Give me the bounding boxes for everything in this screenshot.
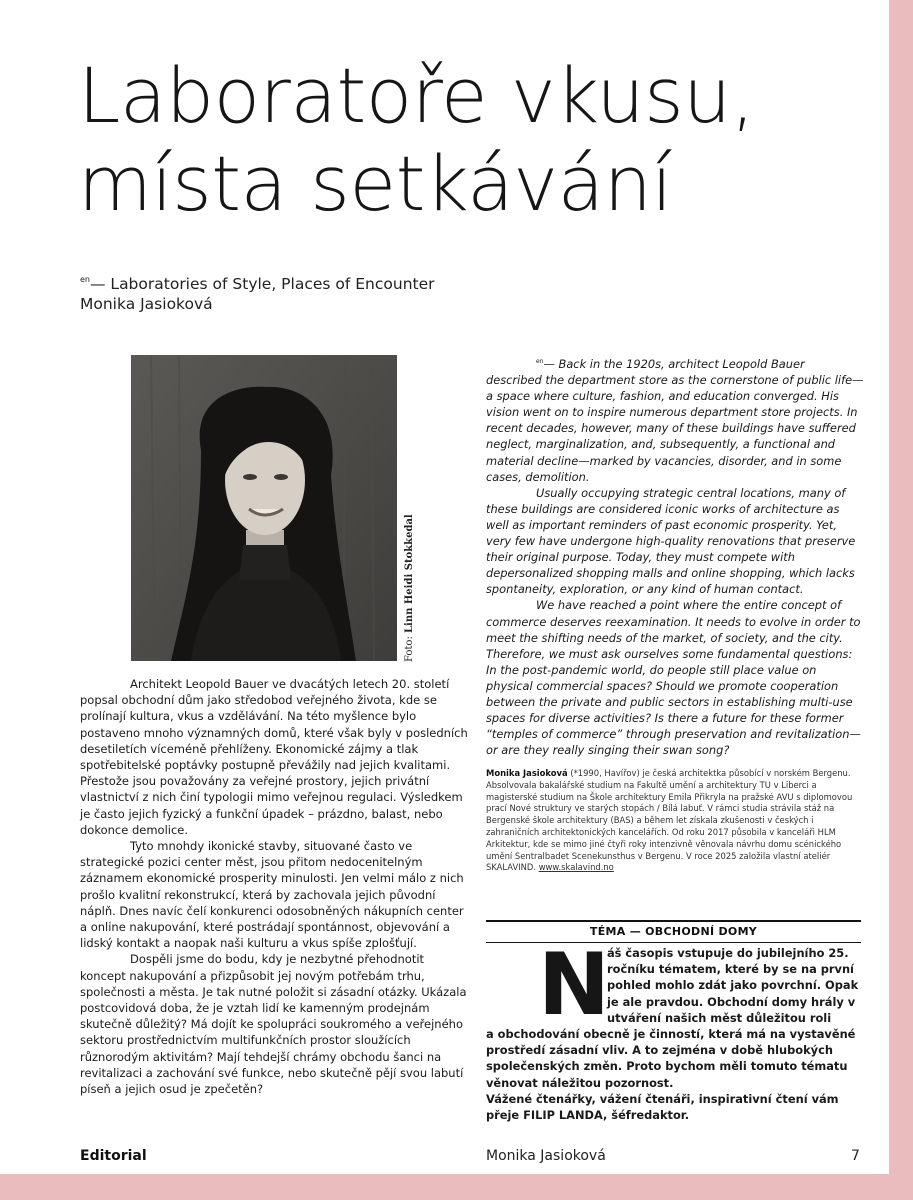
theme-rest: a obchodování obecně je činností, která má na vystavěné prostředí zásadní vliv. A to zejména v době hlubokých společenských změn. Proto bychom měli tomuto tématu věnovat náležitou pozornost. xyxy=(486,1027,856,1090)
czech-paragraph: Dospěli jsme do bodu, kdy je nezbytné přehodnotit koncept nakupování a přizpůsobit jej novým potřebám trhu, společnosti a města. Je tak nutné položit si zásadní otázky. Ukázala postcovidová doba, že je vztah lidí ke kamenným prodejnám skutečně důležitý? Má dojít ke spolupráci soukromého a veřejného sektoru prostřednictvím multifunkčních prostor sloužících různorodým aktivitám? Mají tehdejší chrámy obchodu šanci na revitalizaci a zachování své funkce, nebo skutečně pějí svou labutí píseň a jejich osud je zpečetěn? xyxy=(80,952,467,1097)
author-portrait-photo xyxy=(131,355,397,661)
english-paragraph: Usually occupying strategic central locations, many of these buildings are considered iconic works of architecture as well as important reminders of past economic prosperity. Yet, very few have undergone high-quality renovations that preserve their original purpose. Today, they must compete with depersonalized shopping malls and online shopping, which lacks spontaneity, exploration, or any kind of human contact. xyxy=(486,485,856,597)
theme-dropcap: N xyxy=(538,935,610,1035)
page-title xyxy=(78,52,755,228)
czech-editorial-text xyxy=(80,676,470,1097)
czech-paragraph: Tyto mnohdy ikonické stavby, situované často ve strategické pozici center měst, jsou přitom nedocenitelným záznamem ekonomické prosperity minulosti. Jen velmi málo z nich prošlo kvalitní rekonstrukcí, která by zachovala jejich původní náplň. Dnes navíc čelí konkurenci odosobněných nákupních center a online nakupování, které postrádají spontánnost, objevování a lidský kontakt a naopak naši kulturu a vkus spíše zplošťují. xyxy=(80,839,464,951)
title-line-2: místa setkávání xyxy=(78,139,673,228)
page-number: 7 xyxy=(851,1148,860,1164)
photo-credit: Foto: Linn Heidi Stokkedal xyxy=(404,514,415,662)
subtitle-lang-tag: en xyxy=(80,275,90,284)
theme-text xyxy=(486,935,864,1123)
author-byline: Monika Jasioková xyxy=(80,295,213,313)
english-paragraph: We have reached a point where the entire concept of commerce deserves reexamination. It needs to evolve in order to meet the shifting needs of the market, of society, and the city. Therefore, we must ask ourselves some fundamental questions: In the post-pandemic world, do people still place value on physical commercial spaces? Should we promote cooperation between the private and public sectors in establishing multi-use spaces for diverse activities? Is there a future for these former “temples of commerce” through preservation and revitalization—or are they really singing their swan song? xyxy=(486,598,861,758)
bio-website-link[interactable]: www.skalavind.no xyxy=(538,862,614,873)
czech-paragraph: Architekt Leopold Bauer ve dvacátých letech 20. století popsal obchodní dům jako středobod veřejného života, kde se prolínají kultura, vkus a vzdělávání. Na této myšlence bylo postaveno mnoho významných domů, které však byly v posledních desetiletích víceméně přehlíženy. Ekonomické zájmy a tlak spotřebitelské poptávky postupně převážily nad jejich kvalitami. Přestože jsou považovány za veřejné prostory, jejich privátní vlastnictví z nich činí typologii mimo veřejnou regulaci. Výsledkem je často jejich fyzický a funkční úpadek – prázdno, balast, nebo dokonce demolice. xyxy=(80,677,468,837)
theme-header-label: TÉMA — OBCHODNÍ DOMY xyxy=(589,925,758,938)
bio-name: Monika Jasioková xyxy=(486,768,568,778)
bio-text: (*1990, Havířov) je česká architektka působící v norském Bergenu. Absolvovala bakalářské studium na Fakultě umění a architektury TU v Liberci a magisterské studium na Škole architektury Emila Přikryla na pražské AVU s diplomovou prací Nové struktury ve starých stopách / Bílá labuť. V rámci studia strávila stáž na Bergenské škole architektury (BAS) a během let získala zkušenosti v českých i zahraničních architektonických kancelářích. Od roku 2017 působila v kanceláři HLM Arkitektur, kde se mimo jiné čtyři roky intenzivně věnovala návrhu domu scénického umění Sentralbadet Scenekunsthus v Bergenu. V roce 2025 založila vlastní ateliér SKALAVIND. xyxy=(486,768,853,873)
english-paragraph: $^{en}$— Back in the 1920s, architect Leopold Bauer described the department store as the cornerstone of public life—a space where culture, fashion, and education converged. His vision went on to inspire numerous department store projects. In recent decades, however, many of these buildings have suffered neglect, marginalization, and, subsequently, a functional and material decline—marked by vacancies, disorder, and in some cases, demolition. xyxy=(486,357,864,484)
english-subtitle: — Laboratories of Style, Places of Encounter xyxy=(90,275,435,293)
title-line-1: Laboratoře vkusu, xyxy=(78,51,755,140)
subtitle-block xyxy=(80,270,435,314)
footer-section: Editorial xyxy=(80,1148,147,1164)
portrait-illustration xyxy=(131,355,397,661)
english-editorial-text xyxy=(486,354,864,758)
theme-lead: áš časopis vstupuje do jubilejního 25. ročníku tématem, které by se na první pohled mohlo zdát jako povrchní. Opak je ale pravdou. Obchodní domy hrály v utváření našich měst důležitou roli xyxy=(607,946,859,1025)
footer-author: Monika Jasioková xyxy=(486,1148,606,1164)
theme-closing: Vážené čtenářky, vážení čtenáři, inspirativní čtení vám přeje FILIP LANDA, šéfredaktor. xyxy=(486,1091,839,1123)
author-bio xyxy=(486,768,858,874)
